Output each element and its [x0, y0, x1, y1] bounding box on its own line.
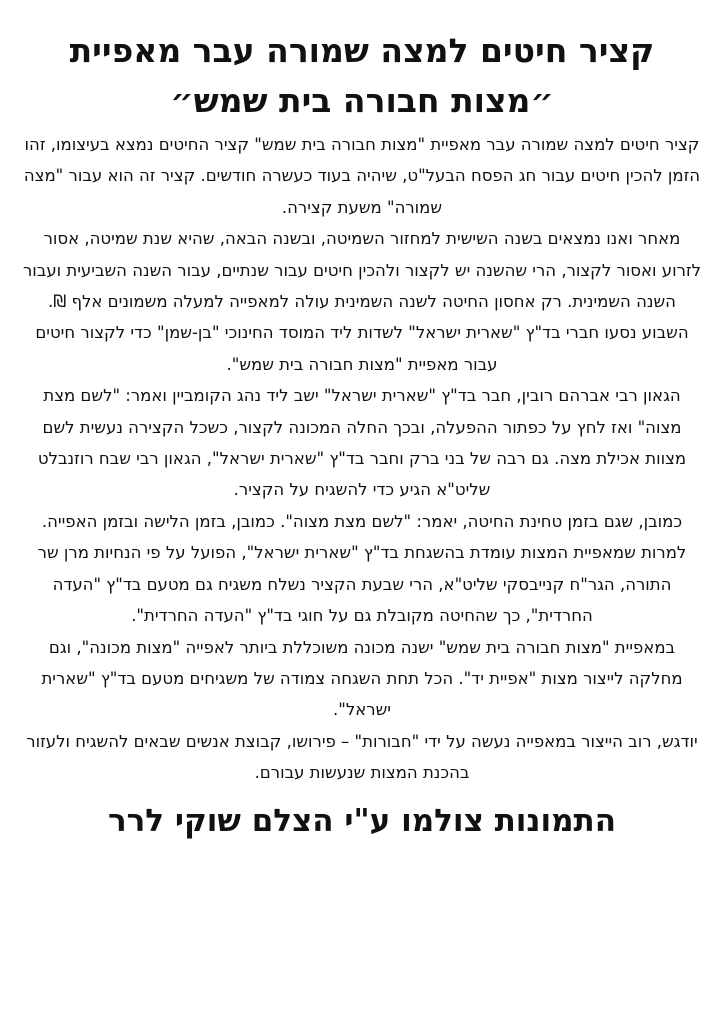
paragraph-chaburot: יודגש, רוב הייצור במאפייה נעשה על ידי "חבורות" – פירושו, קבוצת אנשים שבאים להשגיח ולעזור בהכנת המצות שנעשות עבורם.	[26, 731, 698, 783]
paragraph-shmita: מאחר ואנו נמצאים בשנה השישית למחזור השמיטה, ובשנה הבאה, שהיא שנת שמיטה, אסור לזרוע ואסור לקצור, הרי שהשנה יש לקצור ולהכין חיטים עבור שנתיים, עבור השנה השביעית ועבור השנה השמינית. רק אחסון החיטה לשנה השמינית עולה למאפייה למעלה משמונים אלף ₪.	[22, 229, 702, 312]
paragraph-intro: קציר חיטים למצה שמורה עבר מאפיית "מצות חבורה בית שמש" קציר החיטים נמצא בעיצומו, זהו הזמן להכין חיטים עבור חג הפסח הבעל"ט, שיהיה בעוד כעשרה חודשים. קציר זה הוא עבור "מצה שמורה" משעת קצירה.	[23, 135, 701, 217]
article-title: קציר חיטים למצה שמורה עבר מאפיית ״מצות חבורה בית שמש״	[69, 31, 655, 120]
paragraph-harvest: הגאון רבי אברהם רובין, חבר בד"ץ "שארית ישראל" ישב ליד נהג הקומביין ואמר: "לשם מצת מצוה" ואז לחץ על כפתור ההפעלה, ובכך החלה המכונה לקצור, כשכל הקצירה נעשית לשם מצוות אכילת מצה. גם רבה של בני ברק וחבר בד"ץ "שארית ישראל", הגאון רבי שבח רוזנבלט שליט"א הגיע כדי להשגיח על הקציר.	[37, 386, 687, 500]
photo-credit: התמונות צולמו ע"י הצלם שוקי לרר	[107, 802, 617, 839]
paragraph-trip: השבוע נסעו חברי בד"ץ "שארית ישראל" לשדות ליד המוסד החינוכי "בן-שמן" כדי לקצור חיטים עבור מאפיית "מצות חבורה בית שמש".	[35, 323, 689, 374]
paragraph-supervision: כמובן, שגם בזמן טחינת החיטה, יאמר: "לשם מצת מצוה". כמובן, בזמן הלישה ובזמן האפייה. למרות שמאפיית המצות עומדת בהשגחת בד"ץ "שארית ישראל", הפועל על פי הנחיות מרן שר התורה, הגר"ח קנייבסקי שליט"א, הרי שבעת הקציר נשלח משגיח גם מטעם בד"ץ "העדה החרדית", כך שהחיטה מקובלת גם על חוגי בד"ץ "העדה החרדית".	[37, 511, 687, 626]
article-body	[22, 129, 702, 789]
article	[22, 26, 702, 1016]
paragraph-bakery: במאפיית "מצות חבורה בית שמש" ישנה מכונה משוכללת ביותר לאפייה "מצות מכונה", וגם מחלקה לייצור מצות "אפיית יד". הכל תחת השגחה צמודה של משגיחים מטעם בד"ץ "שארית ישראל".	[41, 637, 683, 720]
